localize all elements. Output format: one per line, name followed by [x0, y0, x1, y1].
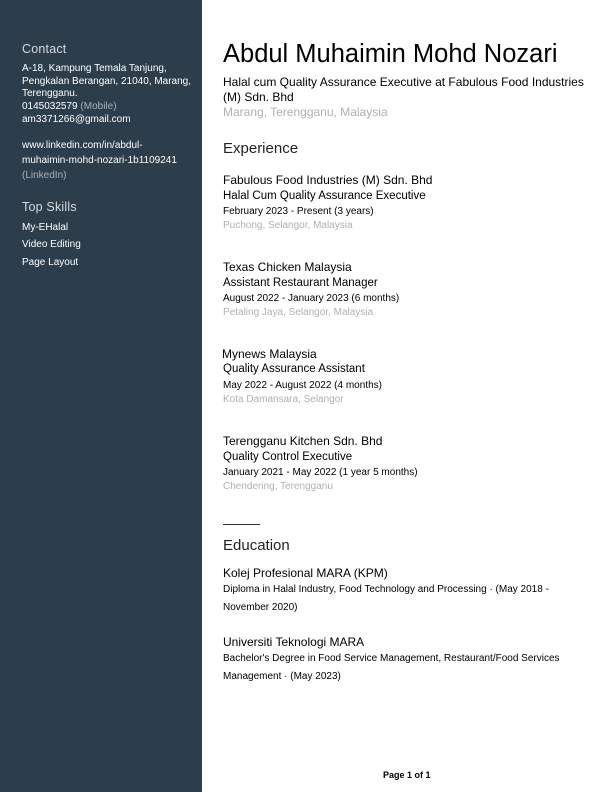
top-skills-heading: Top Skills [22, 200, 77, 214]
exp-location: Puchong, Selangor, Malaysia [223, 220, 353, 231]
section-divider [223, 524, 260, 525]
exp-dates: August 2022 - January 2023 (6 months) [223, 293, 400, 304]
linkedin-url-line1[interactable]: www.linkedin.com/in/abdul- [22, 140, 143, 151]
exp-title: Quality Assurance Assistant [223, 363, 365, 375]
exp-location: Kota Damansara, Selangor [223, 394, 344, 405]
contact-email[interactable]: am3371266@gmail.com [22, 114, 131, 125]
experience-heading: Experience [223, 140, 299, 157]
linkedin-label: (LinkedIn) [22, 170, 67, 181]
exp-company: Texas Chicken Malaysia [223, 260, 352, 274]
candidate-location: Marang, Terengganu, Malaysia [223, 105, 388, 119]
exp-title: Assistant Restaurant Manager [223, 277, 378, 289]
contact-phone [22, 101, 200, 114]
contact-heading: Contact [22, 42, 67, 56]
exp-company: Terengganu Kitchen Sdn. Bhd [223, 434, 383, 448]
sidebar [0, 0, 202, 792]
skill-item: My-EHalal [22, 222, 69, 233]
exp-company: Fabulous Food Industries (M) Sdn. Bhd [223, 173, 433, 187]
exp-title: Halal Cum Quality Assurance Executive [223, 190, 426, 202]
phone-label: (Mobile) [80, 101, 117, 112]
phone-number: 0145032579 [22, 101, 78, 112]
skill-item: Page Layout [22, 257, 79, 268]
exp-location: Petaling Jaya, Selangor, Malaysia [223, 307, 374, 318]
exp-title: Quality Control Executive [223, 451, 353, 463]
headline: Halal cum Quality Assurance Executive at Fabulous Food Industries (M) Sdn. Bhd [223, 75, 584, 104]
linkedin-link[interactable] [22, 138, 200, 183]
edu-school: Universiti Teknologi MARA [223, 635, 365, 649]
contact-address: A-18, Kampung Temala Tanjung, Pengkalan Berangan, 21040, Marang, Terengganu. [22, 63, 192, 99]
linkedin-url-line2[interactable]: muhaimin-mohd-nozari-1b1109241 [22, 155, 177, 166]
exp-dates: May 2022 - August 2022 (4 months) [223, 380, 382, 391]
exp-company: Mynews Malaysia [222, 347, 317, 361]
education-heading: Education [223, 537, 290, 554]
exp-location: Chendering, Terengganu [223, 481, 333, 492]
edu-degree: Bachelor's Degree in Food Service Management, Restaurant/Food Services Management · (May 2023) [223, 653, 560, 682]
edu-school: Kolej Profesional MARA (KPM) [223, 566, 388, 580]
candidate-name: Abdul Muhaimin Mohd Nozari [223, 40, 558, 68]
skill-item: Video Editing [22, 239, 81, 250]
edu-degree: Diploma in Halal Industry, Food Technology and Processing · (May 2018 - November 2020) [223, 584, 549, 613]
exp-dates: January 2021 - May 2022 (1 year 5 months) [223, 467, 418, 478]
exp-dates: February 2023 - Present (3 years) [223, 206, 374, 217]
page-number: Page 1 of 1 [383, 770, 431, 780]
